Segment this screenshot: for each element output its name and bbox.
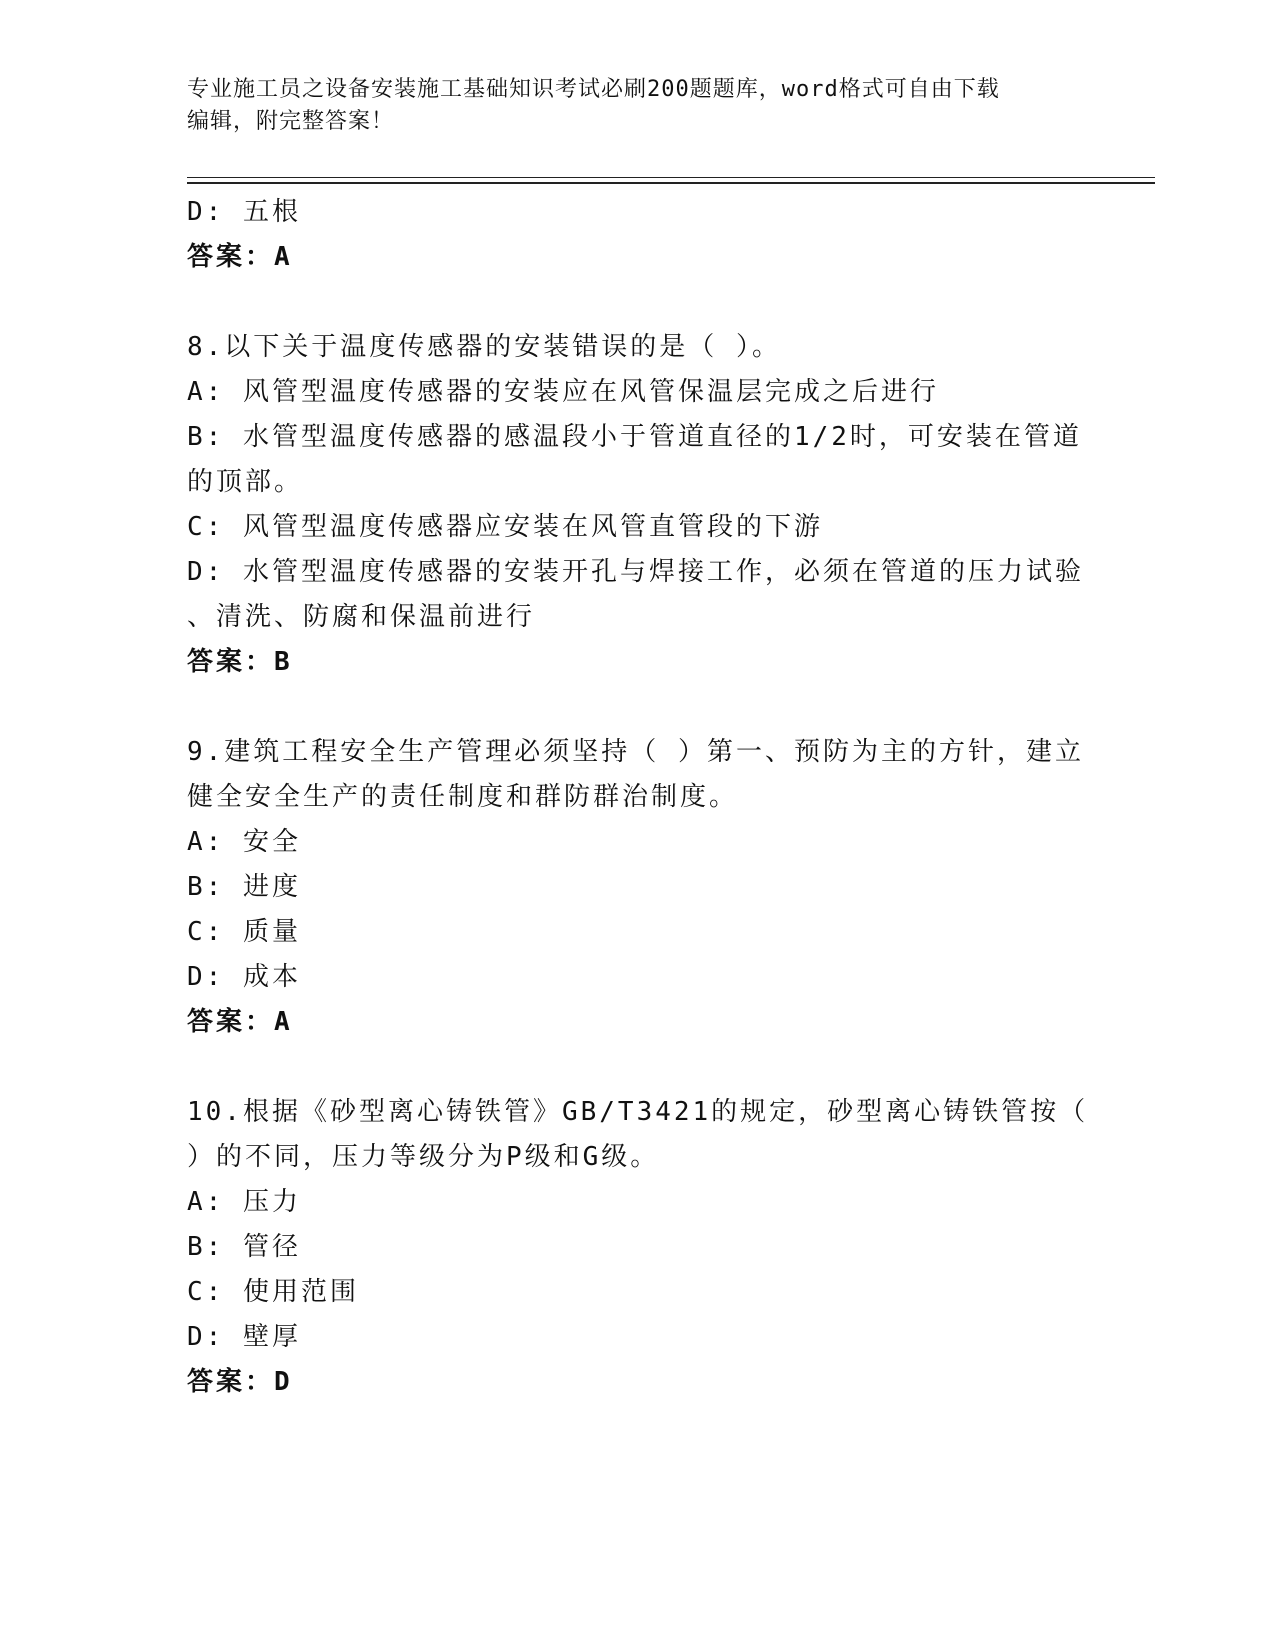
answer-line: 答案：A bbox=[187, 242, 293, 272]
question-stem-continued: 健全安全生产的责任制度和群防群治制度。 bbox=[187, 782, 739, 812]
option-a: A: 安全 bbox=[187, 827, 301, 857]
option-a: A: 压力 bbox=[187, 1187, 301, 1217]
header-divider-thick bbox=[187, 182, 1155, 184]
question-stem: 9.建筑工程安全生产管理必须坚持（ ）第一、预防为主的方针，建立 bbox=[187, 737, 1084, 767]
option-b: B: 水管型温度传感器的感温段小于管道直径的1/2时，可安装在管道 bbox=[187, 422, 1082, 452]
question-10 bbox=[187, 1090, 1087, 1405]
question-stem: 10.根据《砂型离心铸铁管》GB/T3421的规定，砂型离心铸铁管按（ bbox=[187, 1097, 1089, 1127]
option-c: C: 使用范围 bbox=[187, 1277, 359, 1307]
header-title-line-1: 专业施工员之设备安装施工基础知识考试必刷200题题库，word格式可自由下载 bbox=[187, 77, 1000, 102]
option-b: B: 进度 bbox=[187, 872, 301, 902]
header-divider-thin bbox=[187, 177, 1155, 178]
document-header bbox=[187, 74, 1087, 138]
option-d-continued: 、清洗、防腐和保温前进行 bbox=[187, 602, 536, 632]
header-title-line-2: 编辑，附完整答案！ bbox=[187, 109, 395, 134]
answer-line: 答案：D bbox=[187, 1367, 293, 1397]
option-b-continued: 的顶部。 bbox=[187, 467, 304, 497]
option-d: D: 五根 bbox=[187, 197, 301, 227]
option-c: C: 风管型温度传感器应安装在风管直管段的下游 bbox=[187, 512, 823, 542]
question-8 bbox=[187, 325, 1087, 685]
option-c: C: 质量 bbox=[187, 917, 301, 947]
question-stem: 8.以下关于温度传感器的安装错误的是（ ）。 bbox=[187, 332, 781, 362]
option-d: D: 成本 bbox=[187, 962, 301, 992]
answer-line: 答案：B bbox=[187, 647, 293, 677]
question-stem-continued: ）的不同，压力等级分为P级和G级。 bbox=[187, 1142, 660, 1172]
option-b: B: 管径 bbox=[187, 1232, 301, 1262]
question-9 bbox=[187, 730, 1087, 1045]
option-d: D: 壁厚 bbox=[187, 1322, 301, 1352]
answer-line: 答案：A bbox=[187, 1007, 293, 1037]
option-a: A: 风管型温度传感器的安装应在风管保温层完成之后进行 bbox=[187, 377, 939, 407]
option-d: D: 水管型温度传感器的安装开孔与焊接工作，必须在管道的压力试验 bbox=[187, 557, 1084, 587]
question-list bbox=[187, 190, 1087, 1405]
